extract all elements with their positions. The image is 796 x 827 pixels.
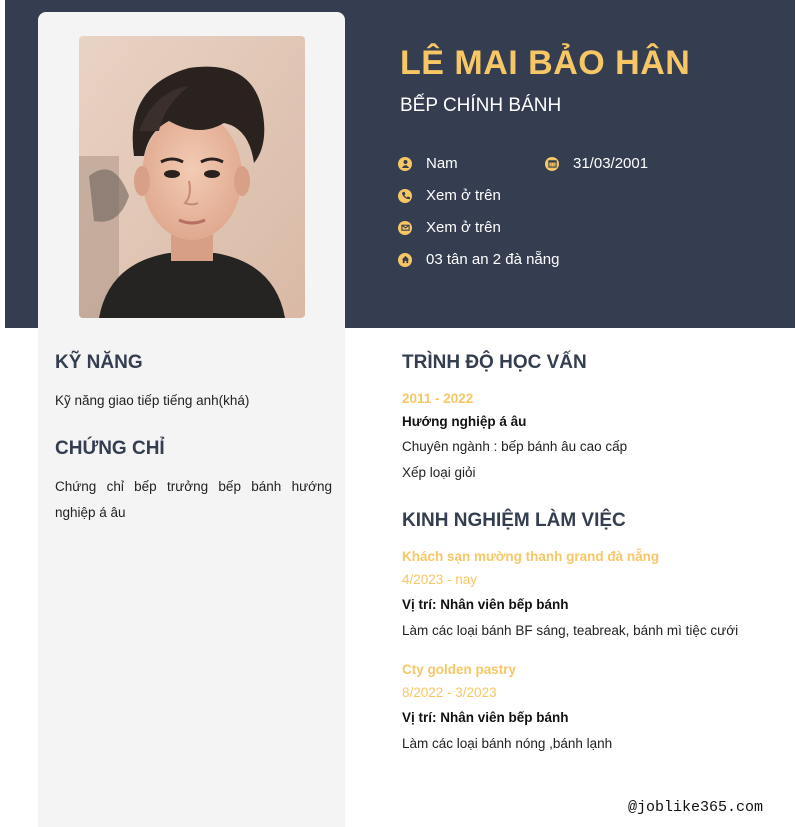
job-company: Khách sạn mường thanh grand đà nẵng [402,549,660,564]
experience-heading: KINH NGHIỆM LÀM VIỆC [402,510,626,531]
address-value: 03 tân an 2 đà nẵng [426,251,560,268]
gender-value: Nam [426,155,458,172]
birthdate-row [545,155,648,172]
skills-heading: KỸ NĂNG [55,352,143,373]
job-title: BẾP CHÍNH BÁNH [400,95,562,116]
certs-heading: CHỨNG CHỈ [55,438,165,459]
email-value: Xem ở trên [426,219,501,236]
education-heading: TRÌNH ĐỘ HỌC VẤN [402,352,587,373]
job-position: Vị trí: Nhân viên bếp bánh [402,710,569,725]
email-row [398,219,501,236]
birthdate-value: 31/03/2001 [573,155,649,172]
user-icon [398,157,412,171]
skills-text: Kỹ năng giao tiếp tiếng anh(khá) [55,393,250,408]
profile-photo [79,36,305,318]
address-row [398,251,559,268]
watermark-text: @joblike365.com [628,799,764,816]
job-description: Làm các loại bánh BF sáng, teabreak, bánh mì tiệc cưới [402,623,739,638]
education-major: Chuyên ngành : bếp bánh âu cao cấp [402,439,628,454]
job-period: 8/2022 - 3/2023 [402,685,497,700]
job-description: Làm các loại bánh nóng ,bánh lạnh [402,736,613,751]
education-grade: Xếp loại giỏi [402,465,476,480]
certs-text: Chứng chỉ bếp trưởng bếp bánh hướng nghiệp á âu [55,479,332,520]
home-icon [398,253,412,267]
education-period: 2011 - 2022 [402,391,474,406]
mail-icon [398,221,412,235]
job-company: Cty golden pastry [402,662,517,677]
job-period: 4/2023 - nay [402,572,478,587]
calendar-icon [545,157,559,171]
job-position: Vị trí: Nhân viên bếp bánh [402,597,569,612]
phone-icon [398,189,412,203]
gender-row [398,155,458,172]
candidate-name: LÊ MAI BẢO HÂN [400,44,691,82]
education-school: Hướng nghiệp á âu [402,414,527,429]
phone-value: Xem ở trên [426,187,501,204]
phone-row [398,187,501,204]
